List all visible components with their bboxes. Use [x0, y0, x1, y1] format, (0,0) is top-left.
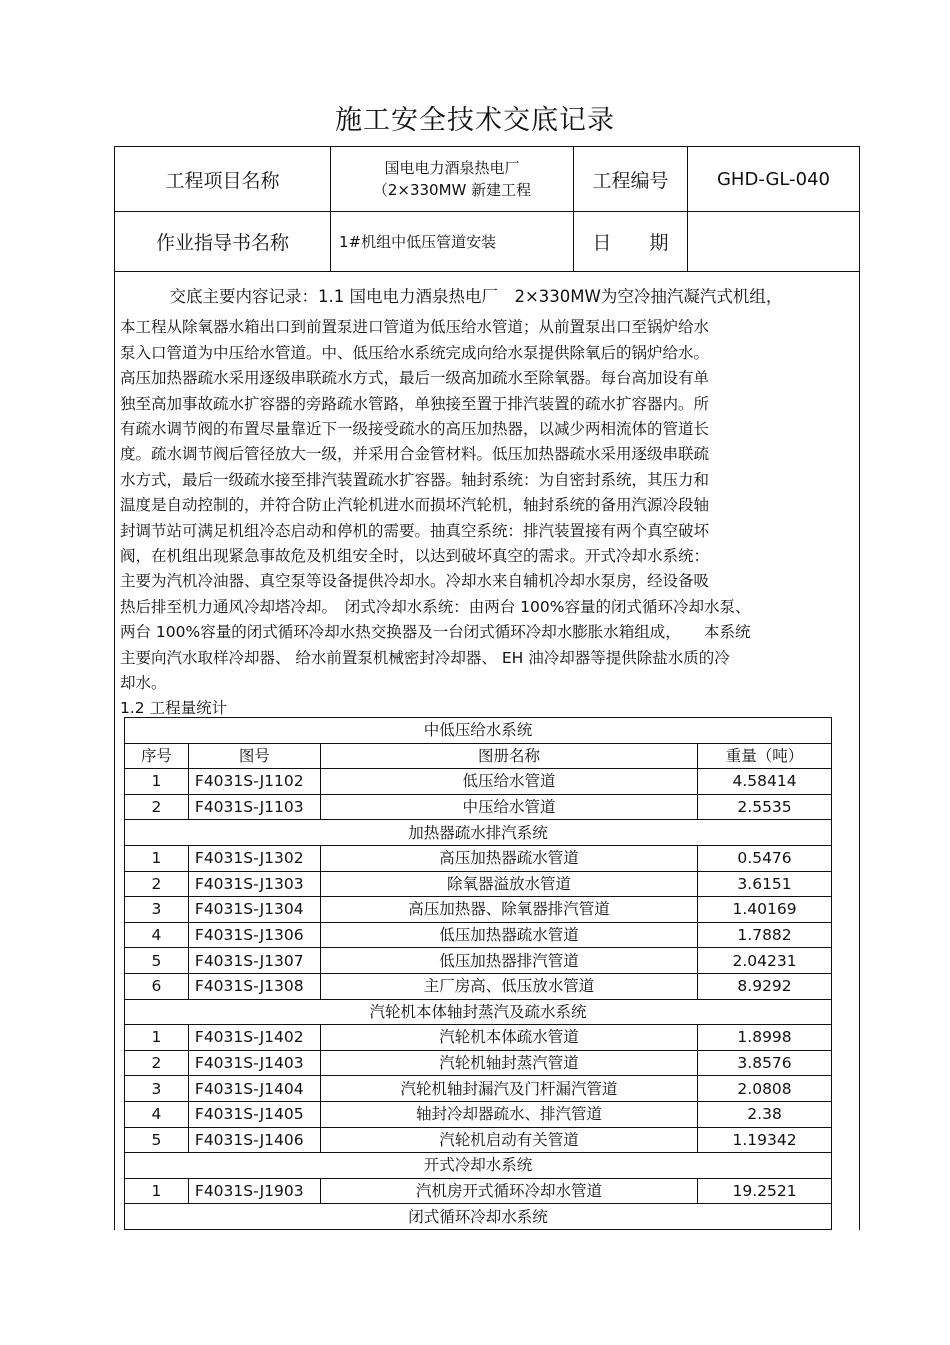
weight-value: 8.9292	[698, 973, 832, 999]
date-value	[688, 212, 859, 271]
row-index: 1	[125, 1178, 189, 1204]
header-divider	[115, 271, 859, 272]
weight-value: 3.6151	[698, 871, 832, 897]
content-line: 主要向汽水取样冷却器、 给水前置泵机械密封冷却器、 EH 油冷却器等提供除盐水质的冷	[120, 648, 730, 667]
content-line: 水方式，最后一级疏水接至排汽装置疏水扩容器。轴封系统：为自密封系统，其压力和	[120, 470, 710, 489]
row-index: 1	[125, 1025, 189, 1051]
date-label: 日 期	[592, 232, 669, 254]
project-no-label: 工程编号	[592, 169, 669, 192]
content-line: 高压加热器疏水采用逐级串联疏水方式，最后一级高加疏水至除氧器。每台高加设有单	[120, 369, 710, 388]
row-index: 2	[125, 794, 189, 820]
drawing-name: 汽轮机本体疏水管道	[320, 1025, 697, 1051]
weight-value: 4.58414	[698, 769, 832, 795]
table-row	[125, 845, 832, 871]
table-row	[125, 973, 832, 999]
group-name: 中低压给水系统	[125, 718, 832, 744]
column-header: 序号	[125, 743, 189, 769]
group-name: 加热器疏水排汽系统	[125, 820, 832, 846]
row-index: 4	[125, 1101, 189, 1127]
guide-name-value: 1#机组中低压管道安装	[339, 232, 497, 251]
table-row	[125, 897, 832, 923]
content-line: 两台 100%容量的闭式循环冷却水热交换器及一台闭式循环冷却水膨胀水箱组成， 本系统	[120, 623, 751, 642]
drawing-number: F4031S-J1402	[188, 1025, 320, 1051]
guide-name-label: 作业指导书名称	[155, 232, 289, 254]
table-row	[125, 922, 832, 948]
drawing-number: F4031S-J1302	[188, 845, 320, 871]
row-index: 5	[125, 948, 189, 974]
drawing-number: F4031S-J1304	[188, 897, 320, 923]
group-row	[125, 999, 832, 1025]
drawing-number: F4031S-J1903	[188, 1178, 320, 1204]
content-record	[120, 284, 860, 697]
weight-value: 2.38	[698, 1101, 832, 1127]
column-header: 图册名称	[320, 743, 697, 769]
drawing-number: F4031S-J1303	[188, 871, 320, 897]
table-row	[125, 1025, 832, 1051]
content-line: 独至高加事故疏水扩容器的旁路疏水管路，单独接至置于排汽装置的疏水扩容器内。所	[120, 394, 710, 413]
weight-value: 2.0808	[698, 1076, 832, 1102]
table-row	[125, 871, 832, 897]
drawing-number: F4031S-J1102	[188, 769, 320, 795]
drawing-number: F4031S-J1405	[188, 1101, 320, 1127]
table-row	[125, 948, 832, 974]
drawing-name: 主厂房高、低压放水管道	[320, 973, 697, 999]
drawing-number: F4031S-J1103	[188, 794, 320, 820]
drawing-name: 除氧器溢放水管道	[320, 871, 697, 897]
group-name: 汽轮机本体轴封蒸汽及疏水系统	[125, 999, 832, 1025]
drawing-name: 汽机房开式循环冷却水管道	[320, 1178, 697, 1204]
drawing-name: 汽轮机轴封蒸汽管道	[320, 1050, 697, 1076]
row-index: 4	[125, 922, 189, 948]
drawing-name: 低压给水管道	[320, 769, 697, 795]
drawing-name: 高压加热器疏水管道	[320, 845, 697, 871]
group-name: 开式冷却水系统	[125, 1153, 832, 1179]
quantity-table	[124, 717, 832, 1230]
drawing-number: F4031S-J1404	[188, 1076, 320, 1102]
content-line: 有疏水调节阀的布置尽量靠近下一级接受疏水的高压加热器，以减少两相流体的管道长	[120, 420, 710, 439]
row-index: 2	[125, 871, 189, 897]
content-line: 阀，在机组出现紧急事故危及机组安全时，以达到破坏真空的需求。开式冷却水系统：	[120, 547, 710, 566]
table-row	[125, 1076, 832, 1102]
project-name-line2: （2×330MW 新建工程	[372, 181, 532, 199]
row-index: 2	[125, 1050, 189, 1076]
drawing-name: 高压加热器、除氧器排汽管道	[320, 897, 697, 923]
drawing-name: 轴封冷却器疏水、排汽管道	[320, 1101, 697, 1127]
table-row	[125, 1101, 832, 1127]
group-name: 闭式循环冷却水系统	[125, 1204, 832, 1230]
drawing-name: 低压加热器排汽管道	[320, 948, 697, 974]
project-no-value: GHD-GL-040	[716, 168, 830, 190]
drawing-name: 低压加热器疏水管道	[320, 922, 697, 948]
page-title: 施工安全技术交底记录	[335, 105, 615, 136]
table-row	[125, 1050, 832, 1076]
drawing-number: F4031S-J1403	[188, 1050, 320, 1076]
weight-value: 1.7882	[698, 922, 832, 948]
content-line: 泵入口管道为中压给水管道。中、低压给水系统完成向给水泵提供除氧后的锅炉给水。	[120, 343, 710, 362]
weight-value: 1.40169	[698, 897, 832, 923]
content-line: 却水。	[120, 674, 167, 693]
row-index: 3	[125, 1076, 189, 1102]
drawing-number: F4031S-J1406	[188, 1127, 320, 1153]
row-index: 6	[125, 973, 189, 999]
group-row	[125, 1153, 832, 1179]
content-line: 度。疏水调节阀后管径放大一级，并采用合金管材料。低压加热器疏水采用逐级串联疏	[120, 445, 710, 464]
drawing-number: F4031S-J1307	[188, 948, 320, 974]
content-line: 交底主要内容记录：1.1 国电电力酒泉热电厂 2×330MW为空冷抽汽凝汽式机组，	[120, 287, 783, 306]
drawing-number: F4031S-J1308	[188, 973, 320, 999]
project-name-label: 工程项目名称	[165, 169, 280, 192]
weight-value: 3.8576	[698, 1050, 832, 1076]
table-row	[125, 1178, 832, 1204]
weight-value: 1.19342	[698, 1127, 832, 1153]
row-index: 3	[125, 897, 189, 923]
content-line: 本工程从除氧器水箱出口到前置泵进口管道为低压给水管道；从前置泵出口至锅炉给水	[120, 318, 710, 337]
weight-value: 19.2521	[698, 1178, 832, 1204]
weight-value: 2.5535	[698, 794, 832, 820]
content-line: 温度是自动控制的，并符合防止汽轮机进水而损坏汽轮机，轴封系统的备用汽源冷段轴	[120, 496, 710, 515]
quantity-subheading: 1.2 工程量统计	[120, 699, 228, 717]
group-row	[125, 718, 832, 744]
group-row	[125, 820, 832, 846]
group-row	[125, 1204, 832, 1230]
row-index: 1	[125, 769, 189, 795]
column-header: 重量（吨）	[698, 743, 832, 769]
content-line: 热后排至机力通风冷却塔冷却。 闭式冷却水系统：由两台 100%容量的闭式循环冷却水泵、	[120, 597, 751, 616]
weight-value: 0.5476	[698, 845, 832, 871]
table-row	[125, 769, 832, 795]
drawing-number: F4031S-J1306	[188, 922, 320, 948]
table-row	[125, 794, 832, 820]
table-header-row	[125, 743, 832, 769]
row-index: 1	[125, 845, 189, 871]
row-index: 5	[125, 1127, 189, 1153]
project-name-value	[331, 147, 573, 211]
weight-value: 2.04231	[698, 948, 832, 974]
drawing-name: 汽轮机轴封漏汽及门杆漏汽管道	[320, 1076, 697, 1102]
content-line: 封调节站可满足机组冷态启动和停机的需要。抽真空系统：排汽装置接有两个真空破坏	[120, 521, 710, 540]
weight-value: 1.8998	[698, 1025, 832, 1051]
table-row	[125, 1127, 832, 1153]
quantity-table-body	[125, 718, 832, 1230]
drawing-name: 中压给水管道	[320, 794, 697, 820]
column-header: 图号	[188, 743, 320, 769]
content-line: 主要为汽机冷油器、真空泵等设备提供冷却水。冷却水来自辅机冷却水泵房，经设备吸	[120, 572, 710, 591]
project-name-line1: 国电电力酒泉热电厂	[384, 159, 520, 177]
drawing-name: 汽轮机启动有关管道	[320, 1127, 697, 1153]
